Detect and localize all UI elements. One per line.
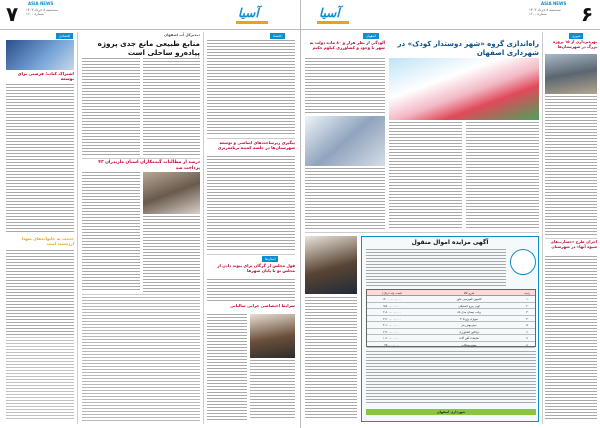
section-tag: شهری: [569, 33, 583, 39]
table-row: [367, 342, 535, 349]
divider: [207, 254, 295, 255]
logo-accent: [236, 21, 268, 24]
table-cell: ۲,۴۰۰,۰۰۰,۰۰۰: [383, 329, 401, 334]
masthead-left: [0, 0, 300, 30]
header-cell: ردیف: [523, 291, 531, 295]
main-headline: منابع طبیعی مانع جدی پروژه پیاده‌رو ساحلی است: [97, 39, 200, 57]
article-text: [545, 256, 597, 420]
article-text: [6, 84, 74, 234]
divider: [82, 158, 200, 159]
table-cell: کامیون کمپرسی خاور: [456, 297, 482, 301]
brand-logo: آسیا: [238, 6, 259, 20]
news-photo: [143, 172, 200, 214]
article-text: [250, 360, 295, 420]
column-divider: [77, 32, 78, 424]
column-divider: [542, 32, 543, 424]
table-cell: تراکتور کشاورزی: [459, 329, 479, 334]
article-text: [305, 58, 385, 114]
col-headline: آلودگی از نظر هزار و ۸۰ ماده دولت یه شهر با وجود و کشاورزی کیلوم حکیم: [309, 40, 385, 50]
auction-ad: [361, 236, 539, 422]
table-cell: ۴,۱۰۰,۰۰۰,۰۰۰: [383, 323, 401, 327]
divider: [207, 138, 295, 139]
col-headline: ۴۲ درصد از مطالبات گندمکاران استان مازندران پرداخت شد: [98, 160, 200, 171]
table-cell: ۱۲,۰۰۰,۰۰۰,۰۰۰: [382, 297, 402, 301]
article-text: [6, 340, 74, 420]
article-text: [305, 297, 357, 420]
table-cell: موتورسیکلت: [461, 342, 477, 347]
divider: [82, 294, 200, 295]
page-6: [300, 0, 600, 428]
section-tag: استان‌ها: [262, 256, 278, 262]
divider: [6, 337, 74, 338]
news-photo: [305, 116, 385, 166]
article-text: [82, 58, 140, 156]
ad-text: [366, 351, 536, 405]
article-text: [207, 314, 247, 420]
portrait-photo: [305, 236, 357, 294]
table-cell: مینی‌بوس بنز: [461, 323, 477, 327]
table-cell: ۳۵۰,۰۰۰,۰۰۰: [384, 342, 400, 347]
page-number: ۶: [581, 2, 594, 26]
brand-logo: آسیا: [319, 6, 340, 20]
table-cell: ۳: [526, 310, 528, 314]
right-col-headline: بهره‌برداری از ۱۵ پروژه بزرگ در شهرستان‌ها: [553, 39, 597, 49]
article-text: [305, 168, 385, 230]
small-logo: ASIA NEWS: [541, 1, 567, 6]
table-cell: ۳,۲۰۰,۰۰۰,۰۰۰: [383, 316, 401, 321]
header-cell: قیمت پایه (ریال): [382, 291, 402, 295]
table-cell: ۵: [526, 323, 528, 327]
section-tag: اصفهان: [363, 33, 379, 39]
article-text: [389, 122, 462, 230]
main-kicker: مدیرکل آب اصفهان:: [163, 33, 200, 37]
column-divider: [203, 32, 204, 424]
logo-accent: [317, 21, 349, 24]
table-cell: ۸: [526, 342, 528, 347]
side-headline: اشتراک کتاب؛ فرصتی برای توسعه: [17, 71, 74, 82]
article-text: [545, 96, 597, 236]
dateline: [26, 8, 58, 17]
section-tag: اقتصاد: [270, 33, 285, 39]
col-headline: شرایط اختصاصی خرابی سالیانی: [230, 303, 295, 308]
ad-footer: شهرداری اصفهان: [436, 410, 466, 414]
table-cell: ۶: [526, 329, 528, 334]
date-text: سه‌شنبه ۸ خرداد ۱۴۰۳: [529, 8, 561, 12]
issue-number: شماره ۱۶۰۰: [26, 12, 44, 17]
article-text: [466, 122, 539, 230]
date-text: سه‌شنبه ۸ خرداد ۱۴۰۳: [26, 8, 58, 12]
col-headline: قول مجلس از گرگان برای پیوند دادن از مجلس تو تا پایان شهرها: [217, 263, 295, 273]
article-text: [82, 172, 140, 292]
masthead-right: [301, 0, 600, 30]
table-cell: ۴: [526, 316, 528, 321]
divider: [305, 232, 539, 233]
portrait-photo: [250, 314, 295, 358]
page-number: ۷: [6, 2, 19, 26]
article-text: [207, 279, 295, 301]
table-cell: ۷: [526, 336, 528, 340]
table-cell: ۲: [526, 303, 528, 308]
section-tag: اقتصادی: [56, 33, 73, 39]
dateline: [529, 8, 561, 17]
small-logo: ASIA NEWS: [28, 1, 54, 6]
col-headline: پیگیری زیرساخت‌های اساسی و توسعه شهرستان‌ها در جلسه کمیته برنامه‌ریزی: [217, 140, 295, 150]
ad-title: آگهی مزایده اموال منقول: [411, 239, 489, 246]
article-text: [143, 216, 200, 292]
table-cell: لودر چرخ لاستیکی: [458, 303, 480, 308]
table-cell: ۱: [526, 297, 528, 301]
issue-number: شماره ۱۶۰۰: [529, 12, 547, 17]
right-col-headline: اجرای طرح «خسارت‌های شیوه آنها» در شهرستان: [550, 239, 597, 249]
news-photo: [545, 54, 597, 94]
article-text: [207, 40, 295, 136]
ad-text: [366, 249, 506, 287]
table-cell: ۱,۶۰۰,۰۰۰,۰۰۰: [383, 336, 401, 340]
table-cell: ۹,۵۰۰,۰۰۰,۰۰۰: [383, 303, 401, 308]
header-cell: شرح کالا: [463, 291, 475, 295]
municipality-emblem-icon: [510, 249, 536, 275]
article-text: [82, 297, 200, 421]
illustration-photo: [389, 58, 539, 120]
article-text: [6, 250, 74, 335]
table-cell: ۲,۸۰۰,۰۰۰,۰۰۰: [383, 310, 401, 314]
article-text: [143, 58, 200, 156]
table-cell: سواری پژو ۴۰۵: [459, 316, 479, 321]
table-cell: وانت نیسان مدل ۸۸: [457, 310, 481, 314]
news-photo: [6, 40, 74, 70]
table-cell: ضایعات آهن آلات: [458, 336, 479, 340]
article-text: [207, 156, 295, 252]
main-headline: راه‌اندازی گروه «شهر دوستدار کودک» در شهرداری اصفهان: [397, 40, 539, 57]
auction-table: [366, 289, 536, 347]
side-headline-red: خدمت به خانواده‌های شهدا ارزشمند است: [21, 236, 74, 246]
